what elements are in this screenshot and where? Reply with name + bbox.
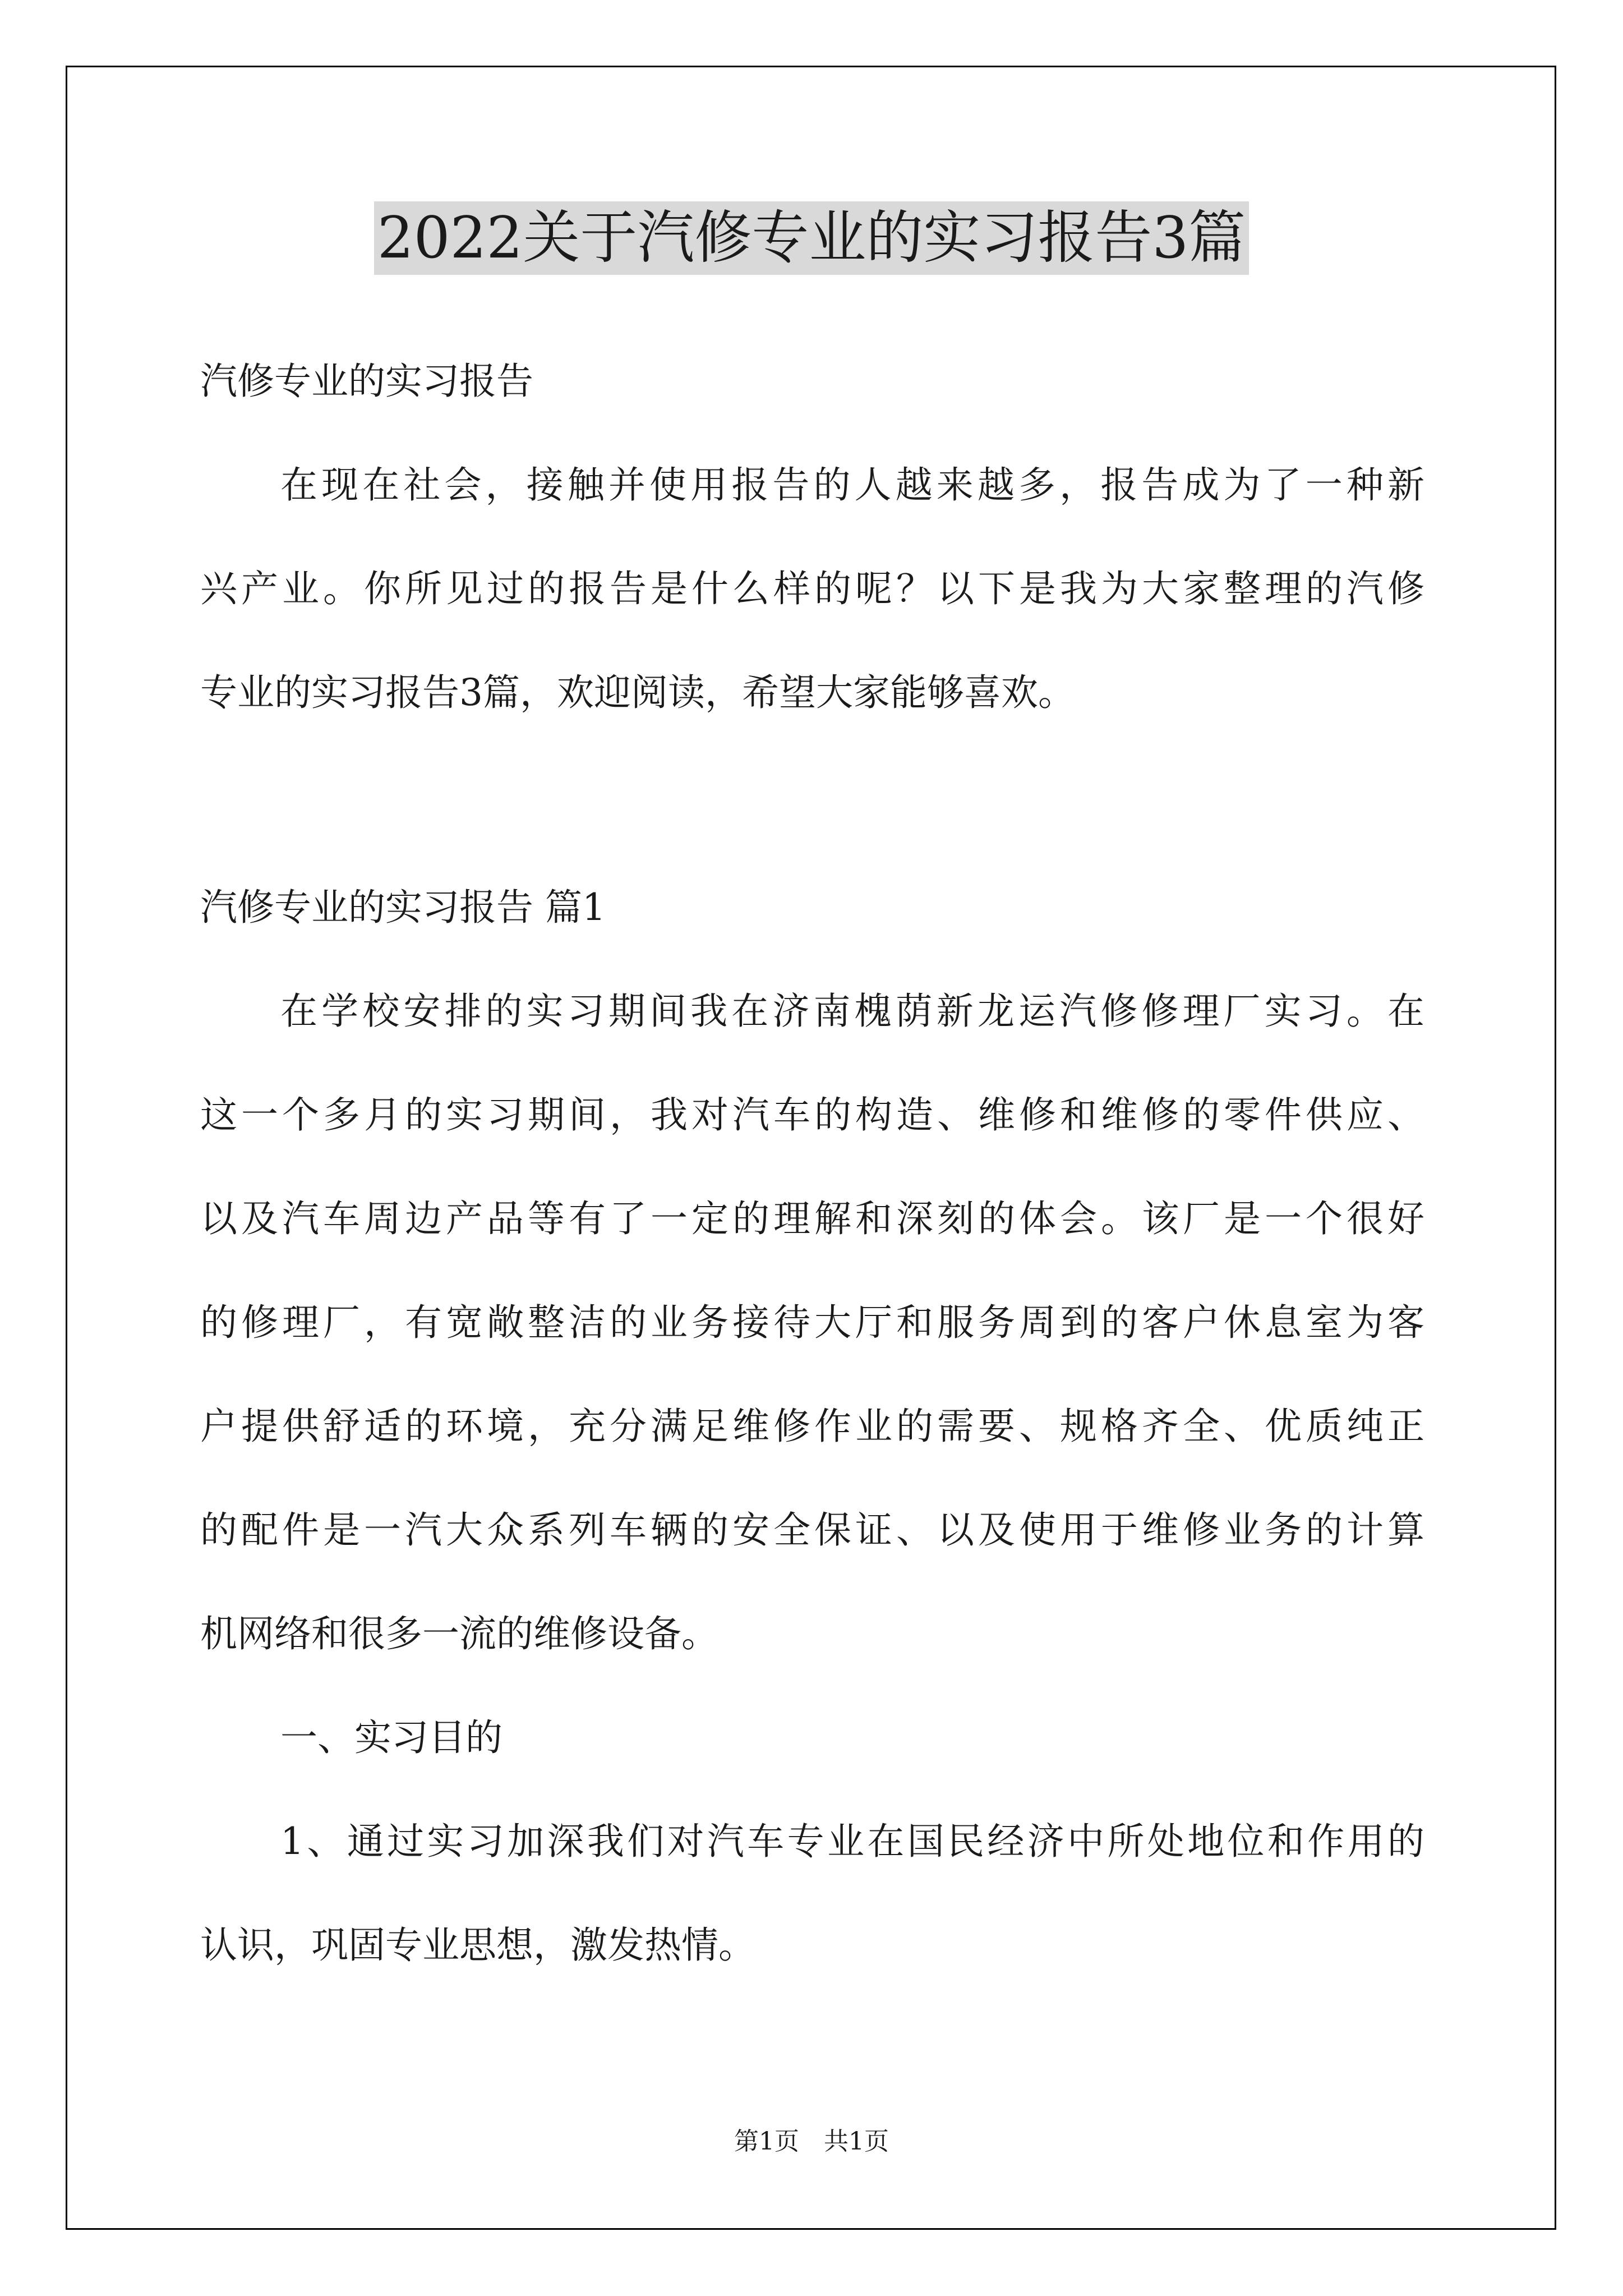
item1-line-1: 1、通过实习加深我们对汽车专业在国民经济中所处地位和作用的 [280,1820,1424,1863]
document-title [0,199,1623,278]
para1-line-5: 户提供舒适的环境，充分满足维修作业的需要、规格齐全、优质纯正 [200,1405,1424,1448]
intro-heading: 汽修专业的实习报告 [200,360,533,403]
page-footer: 第1页 共1页 [734,2127,889,2156]
intro-line-3: 专业的实习报告3篇，欢迎阅读，希望大家能够喜欢。 [200,671,1075,714]
intro-line-1: 在现在社会，接触并使用报告的人越来越多，报告成为了一种新 [280,463,1424,507]
para1-line-2: 这一个多月的实习期间，我对汽车的构造、维修和维修的零件供应、 [200,1093,1424,1137]
intro-line-2: 兴产业。你所见过的报告是什么样的呢？以下是我为大家整理的汽修 [200,567,1424,610]
para1-line-7: 机网络和很多一流的维修设备。 [200,1612,718,1655]
part1-heading: 汽修专业的实习报告 篇1 [200,886,606,929]
para1-line-4: 的修理厂，有宽敞整洁的业务接待大厅和服务周到的客户休息室为客 [200,1301,1424,1344]
para1-line-3: 以及汽车周边产品等有了一定的理解和深刻的体会。该厂是一个很好 [200,1197,1424,1240]
para1-line-6: 的配件是一汽大众系列车辆的安全保证、以及使用于维修业务的计算 [200,1508,1424,1552]
document-title-text: 2022关于汽修专业的实习报告3篇 [374,201,1249,275]
para1-line-1: 在学校安排的实习期间我在济南槐荫新龙运汽修修理厂实习。在 [280,990,1424,1033]
section1-heading: 一、实习目的 [280,1716,502,1759]
item1-line-2: 认识，巩固专业思想，激发热情。 [200,1924,755,1967]
